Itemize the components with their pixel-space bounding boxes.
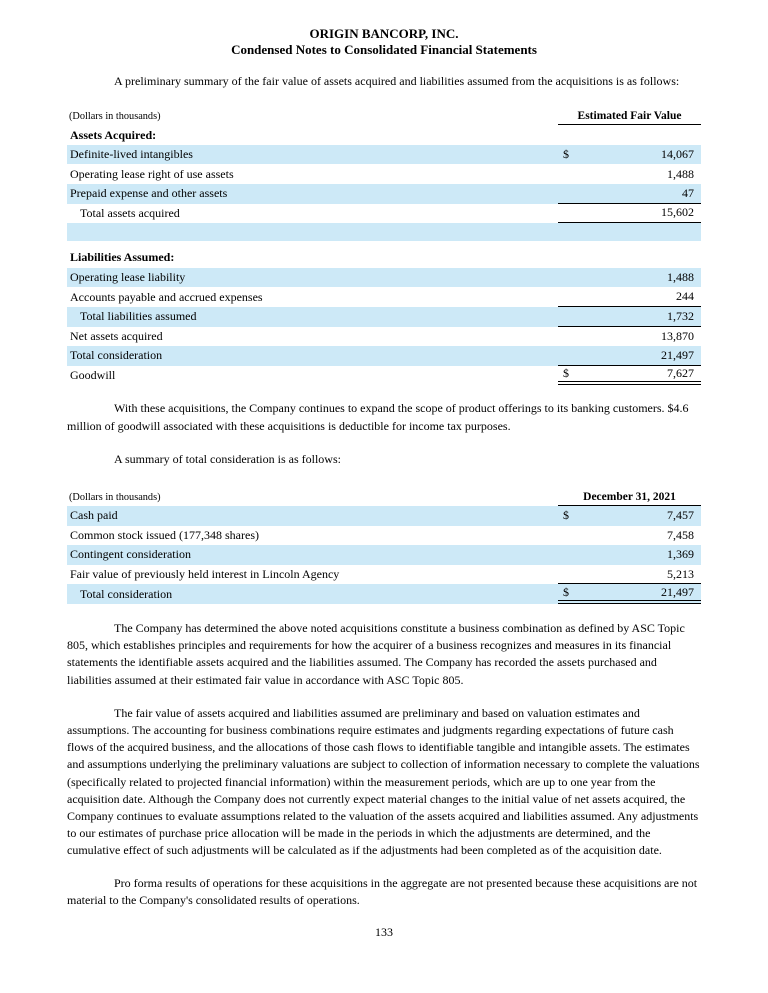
table-row: [67, 506, 701, 526]
row-value-cell: [558, 545, 701, 565]
table-row: [67, 327, 701, 347]
row-value-cell: [558, 584, 701, 604]
table-section-row: [67, 248, 701, 268]
row-label: Accounts payable and accrued expenses: [70, 289, 263, 304]
row-label: Total liabilities assumed: [80, 309, 197, 324]
row-amount: 1,369: [667, 547, 694, 562]
row-label: Assets Acquired:: [70, 127, 157, 142]
row-value-cell: [558, 164, 701, 184]
fair-value-table: [67, 104, 701, 385]
paragraph-business-combination: The Company has determined the above noted acquisitions constitute a business combination as defined by ASC Topic 805, which establishes principles and requirements for how the acquirer of a business recognizes and measures in its financial statements the identifiable assets acquired and the liabilities assumed. The Company has recorded the assets purchased and liabilities assumed at their estimated fair value in accordance with ASC Topic 805.: [67, 620, 685, 687]
table-row: [67, 366, 701, 386]
total-consideration-table: [67, 485, 701, 604]
table-row: [67, 145, 701, 165]
row-label: Prepaid expense and other assets: [70, 186, 228, 201]
row-label: Total consideration: [80, 586, 173, 601]
company-title: ORIGIN BANCORP, INC.: [309, 26, 459, 41]
units-note: (Dollars in thousands): [69, 111, 161, 123]
row-amount: 5,213: [667, 566, 694, 581]
row-amount: 14,067: [661, 147, 694, 162]
table-total-row: [67, 307, 701, 327]
row-value-cell: [558, 125, 701, 145]
table-row: [67, 164, 701, 184]
table-body: [67, 506, 701, 604]
paragraph-fair-value-preliminary: The fair value of assets acquired and liabilities assumed are preliminary and based on valuation estimates and assumptions. The accounting for business combinations require estimates and judgments regarding expectations of future cash flows of the acquired business, and the allocations of those cash flows to identifiable tangible and intangible assets. The estimates and assumptions underlying the preliminary valuations are subject to collection of information necessary to complete the valuations (specifically related to projected financial information) within the measurement periods, which are up to one year from the acquisition date. Although the Company does not currently expect material changes to the initial value of net assets acquired, the Company continues to evaluate assumptions related to the valuation of the assets acquired and liabilities assumed. Any adjustments to our estimates of purchase price allocation will be made in the periods in which the adjustments are determined, and the cumulative effect of such adjustments will be calculated as if the adjustments had been completed as of the acquisition date.: [67, 705, 700, 858]
units-note: (Dollars in thousands): [69, 491, 161, 503]
currency-symbol: $: [563, 508, 569, 523]
row-value-cell: [558, 366, 701, 386]
row-value-cell: [558, 327, 701, 347]
table-row: [67, 565, 701, 585]
row-value-cell: [558, 346, 701, 366]
row-label: Common stock issued (177,348 shares): [70, 527, 259, 542]
table-row: [67, 346, 701, 366]
table-row: [67, 184, 701, 204]
row-label: Net assets acquired: [70, 328, 163, 343]
document-subtitle: Condensed Notes to Consolidated Financial Statements: [231, 42, 537, 57]
row-amount: 244: [676, 289, 694, 304]
paragraph-intro: A preliminary summary of the fair value of assets acquired and liabilities assumed from the acquisitions is as follows:: [114, 74, 680, 88]
row-value-cell: [558, 248, 701, 268]
row-label: Contingent consideration: [70, 547, 191, 562]
row-amount: 1,732: [667, 308, 694, 323]
paragraph-goodwill-note: With these acquisitions, the Company continues to expand the scope of product offerings to its banking customers. $4.6 million of goodwill associated with these acquisitions is deductible for income tax purposes.: [67, 401, 689, 433]
table-header-row: [67, 104, 701, 125]
table-section-row: [67, 125, 701, 145]
currency-symbol: $: [563, 584, 569, 599]
row-label: Cash paid: [70, 508, 118, 523]
row-label: Total assets acquired: [80, 205, 180, 220]
row-label: Operating lease liability: [70, 270, 186, 285]
row-amount: 21,497: [661, 347, 694, 362]
row-label: Definite-lived intangibles: [70, 147, 193, 162]
table-spacer-row: [67, 223, 701, 241]
row-value-cell: [558, 204, 701, 224]
table-header-row: [67, 485, 701, 506]
row-amount: 47: [682, 185, 694, 200]
table-gap-row: [67, 241, 701, 248]
table-row: [67, 268, 701, 288]
row-value-cell: [558, 307, 701, 327]
currency-symbol: $: [563, 366, 569, 381]
value-column-header: December 31, 2021: [558, 491, 701, 506]
row-amount: 7,457: [667, 508, 694, 523]
row-label: Liabilities Assumed:: [70, 250, 175, 265]
row-label: Operating lease right of use assets: [70, 166, 234, 181]
row-amount: 7,458: [667, 527, 694, 542]
row-value-cell: [558, 526, 701, 546]
row-value-cell: [558, 287, 701, 307]
row-label: Goodwill: [70, 368, 116, 383]
paragraph-consideration-intro: A summary of total consideration is as follows:: [114, 451, 341, 466]
row-label: Fair value of previously held interest in Lincoln Agency: [70, 567, 340, 582]
row-value-cell: [558, 184, 701, 204]
table-row: [67, 526, 701, 546]
row-amount: 21,497: [661, 584, 694, 599]
page-number: 133: [375, 925, 393, 939]
row-amount: 15,602: [661, 205, 694, 220]
table-total-row: [67, 584, 701, 604]
row-amount: 13,870: [661, 328, 694, 343]
row-amount: 1,488: [667, 166, 694, 181]
row-amount: 7,627: [667, 366, 694, 381]
row-value-cell: [558, 506, 701, 526]
value-column-header: Estimated Fair Value: [558, 110, 701, 125]
row-value-cell: [558, 145, 701, 165]
paragraph-pro-forma: Pro forma results of operations for these acquisitions in the aggregate are not presented because these acquisitions are not material to the Company's consolidated results of operations.: [67, 875, 698, 907]
row-value-cell: [558, 268, 701, 288]
table-row: [67, 287, 701, 307]
currency-symbol: $: [563, 147, 569, 162]
row-value-cell: [558, 565, 701, 585]
row-label: Total consideration: [70, 348, 163, 363]
row-amount: 1,488: [667, 270, 694, 285]
table-row: [67, 545, 701, 565]
table-body: [67, 125, 701, 385]
table-total-row: [67, 204, 701, 224]
